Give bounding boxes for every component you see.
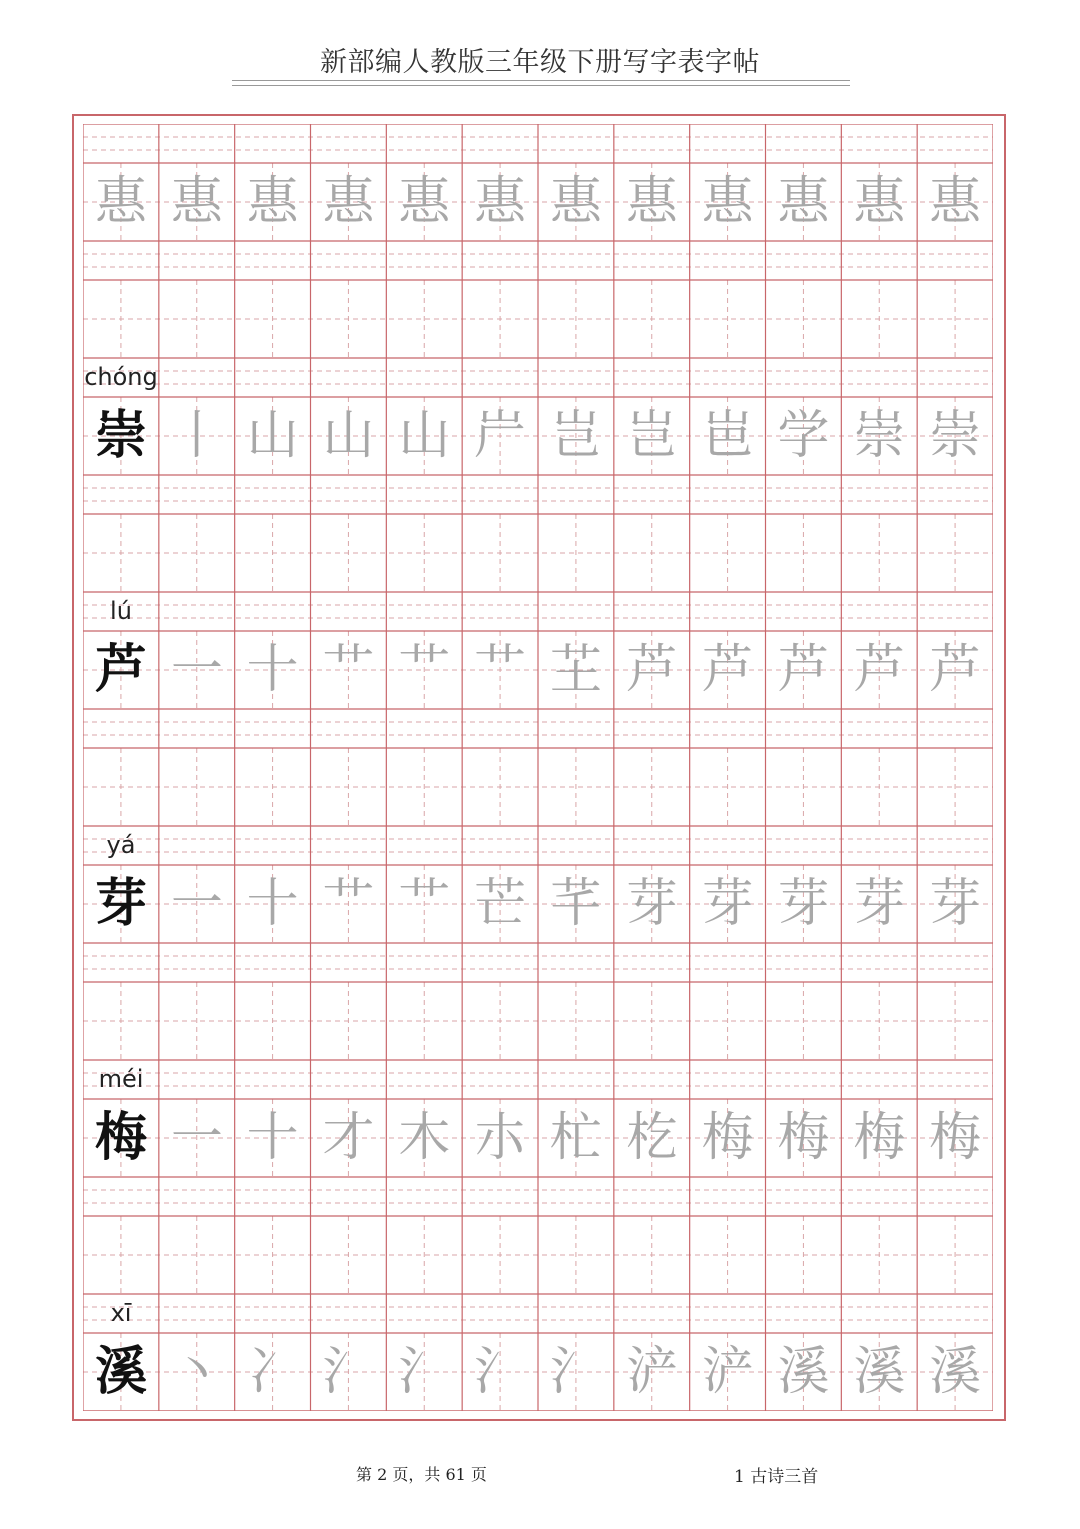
stroke-order-step: 十 [246, 640, 299, 700]
stroke-order-step: 浐 [625, 1342, 678, 1402]
stroke-order-step: 屵 [474, 406, 527, 466]
stroke-order-step: 氵 [549, 1342, 602, 1402]
stroke-order-step: 艹 [398, 874, 451, 934]
model-character: 崇 [94, 405, 147, 466]
stroke-order-step: 惠 [625, 172, 678, 232]
lesson-label: 1 古诗三首 [734, 1467, 819, 1487]
stroke-order-step: 氵 [322, 1342, 375, 1402]
stroke-order-step: 岂 [549, 406, 602, 466]
pinyin-label [83, 124, 159, 163]
stroke-order-step: 氵 [398, 1342, 451, 1402]
stroke-order-step: 芽 [929, 874, 982, 934]
stroke-order-step: 惠 [549, 172, 602, 232]
stroke-order-step: 芊 [549, 874, 602, 934]
pinyin-label: yá [106, 831, 136, 859]
stroke-order-step: 一 [170, 640, 223, 700]
practice-grid [83, 124, 993, 1411]
stroke-order-step: 岜 [701, 406, 754, 466]
stroke-order-step: 梅 [777, 1108, 830, 1168]
stroke-order-step: 惠 [853, 172, 906, 232]
stroke-order-step: 芦 [701, 640, 754, 700]
stroke-order-step: 一 [170, 1108, 223, 1168]
stroke-order-step: 芦 [929, 640, 982, 700]
stroke-order-step: 惠 [474, 172, 527, 232]
grid-lines [83, 124, 993, 1411]
model-character: 芦 [94, 639, 147, 700]
title-underline [232, 80, 850, 86]
stroke-order-step: 崇 [853, 406, 906, 466]
model-character: 芽 [94, 873, 147, 934]
stroke-order-step: 惠 [246, 172, 299, 232]
stroke-order-step: 丨 [170, 406, 223, 466]
stroke-order-step: 艹 [398, 640, 451, 700]
stroke-order-step: 杧 [549, 1108, 602, 1168]
pinyin-label: lú [110, 597, 132, 625]
stroke-order-step: 梅 [701, 1108, 754, 1168]
page-indicator: 第 2 页，共 61 页 [356, 1465, 487, 1484]
stroke-order-step: 芏 [549, 640, 602, 700]
stroke-order-step: 惠 [701, 172, 754, 232]
stroke-order-step: 惠 [322, 172, 375, 232]
stroke-order-step: 艹 [322, 874, 375, 934]
pinyin-label: xī [110, 1299, 132, 1327]
model-character: 梅 [94, 1107, 147, 1168]
stroke-order-step: 芦 [853, 640, 906, 700]
stroke-order-step: 芽 [853, 874, 906, 934]
stroke-order-step: 一 [170, 874, 223, 934]
model-character: 惠 [94, 172, 147, 232]
model-character: 溪 [94, 1341, 147, 1402]
stroke-order-step: 溪 [929, 1342, 982, 1402]
stroke-order-step: 木 [398, 1108, 451, 1168]
stroke-order-step: 浐 [701, 1342, 754, 1402]
stroke-order-step: 溪 [853, 1342, 906, 1402]
stroke-order-step: 冫 [246, 1342, 299, 1402]
stroke-order-step: 山 [246, 406, 299, 466]
stroke-order-step: 十 [246, 1108, 299, 1168]
stroke-order-step: 朩 [474, 1108, 527, 1168]
stroke-order-step: 艹 [322, 640, 375, 700]
stroke-order-step: 才 [322, 1108, 375, 1168]
stroke-order-step: 十 [246, 874, 299, 934]
stroke-order-step: 芦 [625, 640, 678, 700]
stroke-order-step: 氵 [474, 1342, 527, 1402]
stroke-order-step: 溪 [777, 1342, 830, 1402]
stroke-order-step: 艹 [474, 640, 527, 700]
stroke-order-step: 山 [322, 406, 375, 466]
stroke-order-step: 芒 [474, 874, 527, 934]
stroke-order-step: 丶 [170, 1342, 223, 1402]
stroke-order-step: 学 [777, 406, 830, 466]
stroke-order-step: 芽 [701, 874, 754, 934]
stroke-order-step: 惠 [929, 172, 982, 232]
stroke-order-step: 惠 [170, 172, 223, 232]
stroke-order-step: 梅 [929, 1108, 982, 1168]
stroke-order-step: 山 [398, 406, 451, 466]
stroke-order-step: 惠 [777, 172, 830, 232]
stroke-order-step: 芽 [777, 874, 830, 934]
stroke-order-step: 芽 [625, 874, 678, 934]
stroke-order-step: 杚 [625, 1108, 678, 1168]
stroke-order-step: 岂 [625, 406, 678, 466]
stroke-order-step: 芦 [777, 640, 830, 700]
stroke-order-step: 惠 [398, 172, 451, 232]
pinyin-label: chóng [84, 363, 158, 391]
pinyin-label: méi [98, 1065, 144, 1093]
stroke-order-step: 梅 [853, 1108, 906, 1168]
page-title: 新部编人教版三年级下册写字表字帖 [320, 47, 760, 78]
stroke-order-step: 崇 [929, 406, 982, 466]
